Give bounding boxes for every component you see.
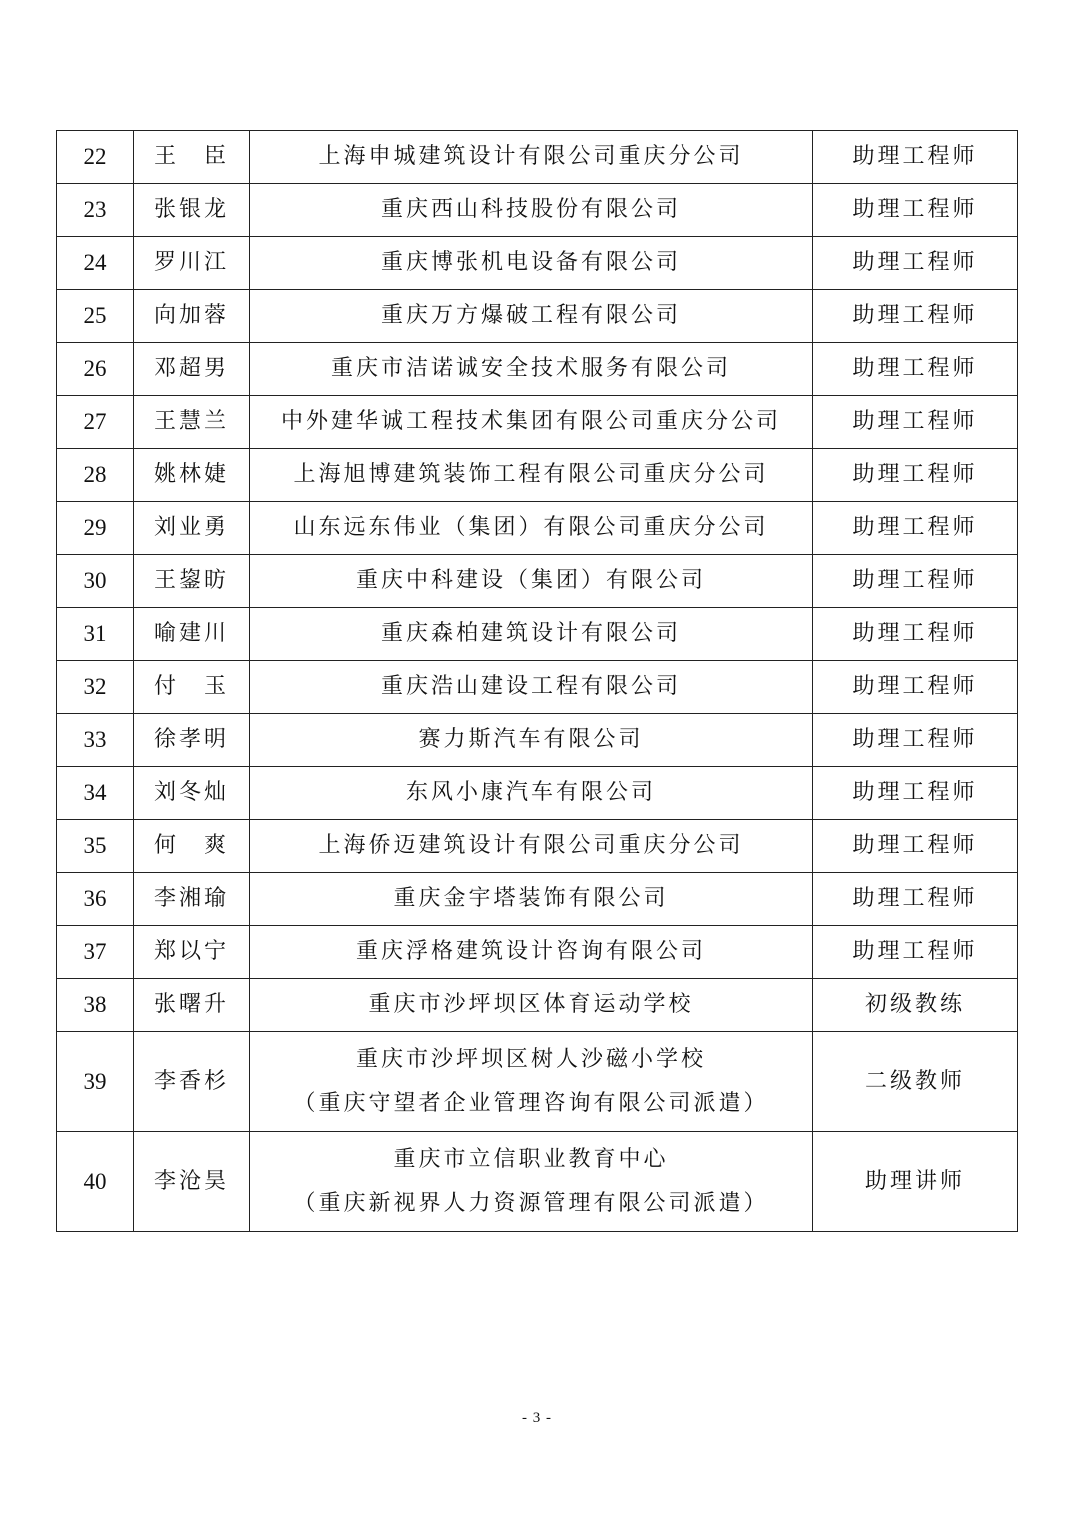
person-name-cell: 张银龙 [134, 184, 250, 237]
organization-cell [250, 1132, 813, 1232]
table-row [57, 343, 1018, 396]
organization-cell [250, 926, 813, 979]
personnel-table-body [57, 131, 1018, 1232]
table-row [57, 608, 1018, 661]
job-title-cell: 助理工程师 [813, 661, 1018, 714]
organization-line: 重庆市立信职业教育中心 [393, 1146, 669, 1172]
organization-line: （重庆新视界人力资源管理有限公司派遣） [293, 1190, 769, 1216]
organization-cell [250, 555, 813, 608]
organization-line: 中外建华诚工程技术集团有限公司重庆分公司 [280, 409, 781, 434]
organization-cell [250, 767, 813, 820]
organization-cell [250, 979, 813, 1032]
row-number-cell: 23 [57, 184, 134, 237]
person-name-cell: 李湘瑜 [134, 873, 250, 926]
organization-line: 重庆浩山建设工程有限公司 [380, 674, 681, 699]
person-name-cell: 郑以宁 [134, 926, 250, 979]
person-name-cell: 何 爽 [134, 820, 250, 873]
row-number-cell: 37 [57, 926, 134, 979]
job-title-cell: 助理工程师 [813, 820, 1018, 873]
person-name-cell: 王 臣 [134, 131, 250, 184]
job-title-cell: 助理工程师 [813, 873, 1018, 926]
job-title-cell: 助理工程师 [813, 184, 1018, 237]
table-row [57, 237, 1018, 290]
organization-cell [250, 661, 813, 714]
job-title-cell: 助理工程师 [813, 555, 1018, 608]
organization-line: 重庆市沙坪坝区体育运动学校 [368, 992, 694, 1017]
row-number-cell: 28 [57, 449, 134, 502]
row-number-cell: 24 [57, 237, 134, 290]
organization-cell [250, 873, 813, 926]
person-name-cell: 刘冬灿 [134, 767, 250, 820]
organization-cell [250, 449, 813, 502]
job-title-cell: 助理工程师 [813, 714, 1018, 767]
job-title-cell: 助理工程师 [813, 290, 1018, 343]
job-title-cell: 助理工程师 [813, 131, 1018, 184]
job-title-cell: 助理工程师 [813, 767, 1018, 820]
person-name-cell: 罗川江 [134, 237, 250, 290]
job-title-cell: 助理工程师 [813, 237, 1018, 290]
row-number-cell: 36 [57, 873, 134, 926]
job-title-cell: 助理工程师 [813, 608, 1018, 661]
organization-line: （重庆守望者企业管理咨询有限公司派遣） [293, 1090, 769, 1116]
organization-line: 上海申城建筑设计有限公司重庆分公司 [318, 144, 744, 169]
person-name-cell: 姚林婕 [134, 449, 250, 502]
row-number-cell: 34 [57, 767, 134, 820]
job-title-cell: 二级教师 [813, 1032, 1018, 1132]
person-name-cell: 李香杉 [134, 1032, 250, 1132]
row-number-cell: 22 [57, 131, 134, 184]
row-number-cell: 33 [57, 714, 134, 767]
row-number-cell: 31 [57, 608, 134, 661]
person-name-cell: 向加蓉 [134, 290, 250, 343]
organization-line: 山东远东伟业（集团）有限公司重庆分公司 [293, 515, 769, 540]
organization-line: 赛力斯汽车有限公司 [418, 727, 644, 752]
organization-line: 重庆浮格建筑设计咨询有限公司 [355, 939, 706, 964]
organization-cell [250, 608, 813, 661]
person-name-cell: 王慧兰 [134, 396, 250, 449]
organization-cell [250, 184, 813, 237]
organization-cell [250, 396, 813, 449]
organization-line: 重庆博张机电设备有限公司 [380, 250, 681, 275]
job-title-cell: 助理工程师 [813, 449, 1018, 502]
organization-line: 重庆金宇塔装饰有限公司 [393, 886, 669, 911]
table-row [57, 873, 1018, 926]
table-row [57, 714, 1018, 767]
person-name-cell: 李沧昊 [134, 1132, 250, 1232]
table-row [57, 449, 1018, 502]
table-row [57, 1132, 1018, 1232]
page-number: - 3 - [522, 1410, 552, 1426]
organization-line: 重庆市洁诺诚安全技术服务有限公司 [330, 356, 731, 381]
organization-line: 重庆中科建设（集团）有限公司 [355, 568, 706, 593]
row-number-cell: 30 [57, 555, 134, 608]
person-name-cell: 付 玉 [134, 661, 250, 714]
organization-line: 上海侨迈建筑设计有限公司重庆分公司 [318, 833, 744, 858]
table-row [57, 820, 1018, 873]
table-row [57, 290, 1018, 343]
row-number-cell: 26 [57, 343, 134, 396]
organization-cell [250, 237, 813, 290]
table-row [57, 131, 1018, 184]
row-number-cell: 35 [57, 820, 134, 873]
job-title-cell: 助理讲师 [813, 1132, 1018, 1232]
organization-cell [250, 290, 813, 343]
organization-line: 重庆西山科技股份有限公司 [380, 197, 681, 222]
table-row [57, 1032, 1018, 1132]
table-row [57, 767, 1018, 820]
person-name-cell: 张曙升 [134, 979, 250, 1032]
organization-line: 重庆万方爆破工程有限公司 [380, 303, 681, 328]
table-row [57, 979, 1018, 1032]
row-number-cell: 38 [57, 979, 134, 1032]
job-title-cell: 助理工程师 [813, 343, 1018, 396]
organization-cell [250, 1032, 813, 1132]
row-number-cell: 32 [57, 661, 134, 714]
organization-line: 重庆市沙坪坝区树人沙磁小学校 [355, 1046, 706, 1072]
job-title-cell: 初级教练 [813, 979, 1018, 1032]
organization-line: 东风小康汽车有限公司 [405, 780, 656, 805]
personnel-table [56, 130, 1018, 1232]
person-name-cell: 徐孝明 [134, 714, 250, 767]
table-row [57, 926, 1018, 979]
organization-line: 重庆森柏建筑设计有限公司 [380, 621, 681, 646]
person-name-cell: 喻建川 [134, 608, 250, 661]
table-row [57, 184, 1018, 237]
table-row [57, 661, 1018, 714]
organization-cell [250, 343, 813, 396]
job-title-cell: 助理工程师 [813, 396, 1018, 449]
table-row [57, 502, 1018, 555]
person-name-cell: 邓超男 [134, 343, 250, 396]
organization-line: 上海旭博建筑装饰工程有限公司重庆分公司 [293, 462, 769, 487]
row-number-cell: 27 [57, 396, 134, 449]
row-number-cell: 39 [57, 1032, 134, 1132]
job-title-cell: 助理工程师 [813, 502, 1018, 555]
job-title-cell: 助理工程师 [813, 926, 1018, 979]
table-row [57, 555, 1018, 608]
person-name-cell: 刘业勇 [134, 502, 250, 555]
row-number-cell: 25 [57, 290, 134, 343]
row-number-cell: 40 [57, 1132, 134, 1232]
organization-cell [250, 714, 813, 767]
organization-cell [250, 131, 813, 184]
person-name-cell: 王鋆昉 [134, 555, 250, 608]
row-number-cell: 29 [57, 502, 134, 555]
table-row [57, 396, 1018, 449]
organization-cell [250, 502, 813, 555]
organization-cell [250, 820, 813, 873]
